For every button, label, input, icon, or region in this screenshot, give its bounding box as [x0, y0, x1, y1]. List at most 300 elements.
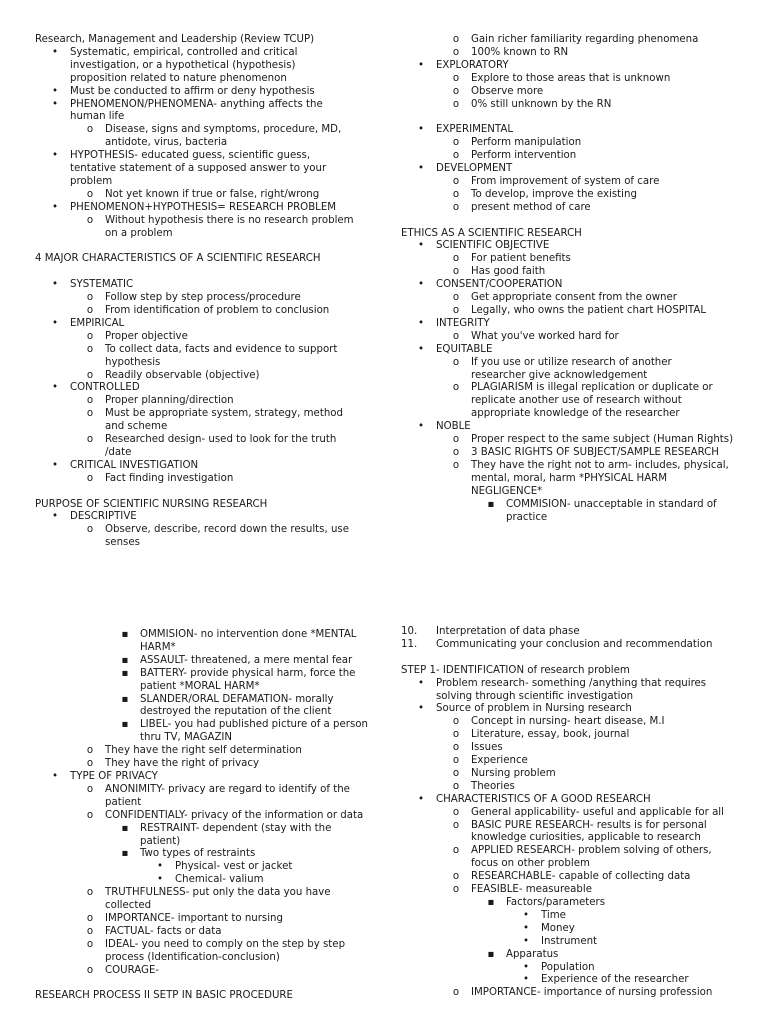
hollow-bullet-icon: o — [452, 729, 460, 741]
hollow-bullet-icon: o — [452, 742, 460, 754]
list-item — [35, 874, 375, 887]
bullet-icon: • — [417, 317, 424, 329]
list-item — [35, 434, 360, 460]
item-text: DESCRIPTIVE — [70, 511, 137, 523]
item-text: FACTUAL- facts or data — [105, 925, 222, 937]
item-text: What you've worked hard for — [471, 330, 619, 342]
hollow-bullet-icon: o — [86, 343, 94, 355]
list-number: 11. — [401, 638, 418, 650]
hollow-bullet-icon: o — [452, 434, 460, 446]
list-item — [401, 60, 741, 73]
hollow-bullet-icon: o — [86, 524, 94, 536]
list-item — [35, 305, 375, 318]
item-text: NOBLE — [436, 421, 471, 433]
item-text: To develop, improve the existing — [471, 188, 637, 200]
blank-line — [35, 977, 375, 990]
square-bullet-icon: ▪ — [121, 693, 129, 705]
item-text: CRITICAL INVESTIGATION — [70, 459, 199, 471]
item-text: BATTERY- provide physical harm, force the patient *MORAL HARM* — [140, 667, 356, 692]
bullet-icon: • — [51, 46, 58, 58]
item-text: Two types of restraints — [140, 848, 256, 860]
item-text: IMPORTANCE- importance of nursing profession — [471, 987, 713, 999]
section-heading — [35, 499, 375, 512]
bullet-icon: • — [522, 909, 529, 921]
hollow-bullet-icon: o — [452, 72, 460, 84]
item-text: EXPLORATORY — [436, 59, 509, 71]
list-item — [35, 758, 375, 771]
item-text: EXPERIMENTAL — [436, 124, 514, 136]
hollow-bullet-icon: o — [452, 330, 460, 342]
hollow-bullet-icon: o — [86, 395, 94, 407]
bullet-icon: • — [417, 59, 424, 71]
item-text: LIBEL- you had published picture of a person thru TV, MAGAZIN — [140, 719, 368, 744]
list-item — [35, 382, 375, 395]
item-text: Chemical- valium — [175, 874, 264, 886]
hollow-bullet-icon: o — [452, 188, 460, 200]
list-item — [401, 871, 741, 884]
list-item — [35, 318, 375, 331]
hollow-bullet-icon: o — [86, 305, 94, 316]
page1-left-column — [35, 34, 375, 550]
item-text: Communicating your conclusion and recommendation — [436, 638, 713, 650]
item-text: HYPOTHESIS- educated guess, scientific guess, tentative statement of a supposed answer to your problem — [70, 150, 327, 187]
item-text: To collect data, facts and evidence to support hypothesis — [105, 343, 338, 368]
hollow-bullet-icon: o — [452, 987, 460, 999]
page2-left-column — [35, 629, 375, 1003]
bullet-icon: • — [417, 793, 424, 805]
hollow-bullet-icon: o — [452, 34, 460, 45]
item-text: Experience of the researcher — [541, 974, 689, 986]
list-item — [401, 962, 741, 975]
item-text: Physical- vest or jacket — [175, 861, 293, 873]
list-item — [401, 189, 741, 202]
item-text: RESEARCHABLE- capable of collecting data — [471, 871, 691, 883]
item-text: Not yet known if true or false, right/wrong — [105, 188, 320, 200]
hollow-bullet-icon: o — [86, 408, 94, 420]
item-text: Experience — [471, 755, 528, 767]
list-item — [35, 810, 365, 823]
item-text: Explore to those areas that is unknown — [471, 72, 671, 84]
section-heading — [401, 228, 741, 241]
item-text: PLAGIARISM is illegal replication or duplicate or replicate another use of research without appropriate knowledge of the researcher — [471, 382, 713, 420]
square-bullet-icon: ▪ — [121, 667, 129, 679]
item-text: TYPE OF PRIVACY — [70, 770, 158, 782]
item-text: BASIC PURE RESEARCH- results is for personal knowledge curiosities, applicable to research — [471, 819, 707, 844]
bullet-icon: • — [51, 317, 58, 329]
square-bullet-icon: ▪ — [121, 629, 129, 640]
item-text: CONFIDENTIALY- privacy of the information or data — [105, 809, 364, 821]
list-item — [401, 305, 741, 318]
item-text: RESEARCH PROCESS II SETP IN BASIC PROCEDURE — [35, 990, 293, 1002]
item-text: Interpretation of data phase — [436, 626, 580, 637]
section-heading — [35, 253, 375, 266]
list-item — [401, 357, 711, 383]
hollow-bullet-icon: o — [452, 459, 460, 471]
list-item — [401, 447, 741, 460]
item-text: APPLIED RESEARCH- problem solving of others, focus on other problem — [471, 845, 712, 870]
item-text: Has good faith — [471, 266, 546, 278]
hollow-bullet-icon: o — [452, 780, 460, 792]
item-text: ETHICS AS A SCIENTIFIC RESEARCH — [401, 227, 582, 239]
item-text: Observe, describe, record down the results, use senses — [105, 524, 349, 549]
list-item — [401, 344, 741, 357]
hollow-bullet-icon: o — [452, 884, 460, 896]
list-item — [401, 434, 736, 447]
list-item — [35, 408, 360, 434]
bullet-icon: • — [417, 124, 424, 136]
item-text: COURAGE- — [105, 964, 160, 976]
list-item — [35, 202, 375, 215]
list-item — [35, 292, 375, 305]
item-text: PURPOSE OF SCIENTIFIC NURSING RESEARCH — [35, 498, 268, 510]
list-item — [401, 34, 741, 47]
bullet-icon: • — [156, 861, 163, 873]
item-text: Researched design- used to look for the truth /date — [105, 434, 337, 458]
list-item — [401, 318, 741, 331]
item-text: Get appropriate consent from the owner — [471, 292, 677, 304]
item-text: Legally, who owns the patient chart HOSPITAL — [471, 305, 707, 316]
item-text: Source of problem in Nursing research — [436, 703, 632, 715]
list-item — [401, 884, 741, 897]
blank-line — [35, 486, 375, 499]
square-bullet-icon: ▪ — [121, 822, 129, 834]
item-text: Apparatus — [506, 948, 559, 960]
list-item — [35, 655, 375, 668]
list-item — [35, 965, 375, 978]
list-item — [35, 823, 350, 849]
list-item — [35, 99, 350, 125]
hollow-bullet-icon: o — [452, 137, 460, 149]
bullet-icon: • — [51, 98, 58, 110]
hollow-bullet-icon: o — [452, 46, 460, 58]
list-item — [35, 668, 370, 694]
list-item — [401, 845, 736, 871]
list-item — [401, 910, 741, 923]
page1-right-column — [401, 34, 741, 524]
hollow-bullet-icon: o — [452, 305, 460, 316]
hollow-bullet-icon: o — [86, 434, 94, 446]
hollow-bullet-icon: o — [452, 871, 460, 883]
hollow-bullet-icon: o — [452, 819, 460, 831]
item-text: Factors/parameters — [506, 897, 606, 909]
list-item — [401, 820, 731, 846]
list-item — [401, 124, 741, 137]
item-text: From improvement of system of care — [471, 175, 660, 187]
hollow-bullet-icon: o — [86, 925, 94, 937]
item-text: EQUITABLE — [436, 343, 493, 355]
item-text: General applicability- useful and applicable for all — [471, 806, 724, 818]
list-item — [401, 626, 741, 639]
item-text: They have the right of privacy — [105, 758, 260, 770]
list-item — [401, 729, 741, 742]
item-text: Perform intervention — [471, 150, 577, 162]
item-text: RESTRAINT- dependent (stay with the patient) — [140, 822, 332, 847]
item-text: Population — [541, 961, 595, 973]
list-item — [35, 524, 365, 550]
list-item — [35, 370, 375, 383]
list-item — [35, 395, 375, 408]
item-text: They have the right not to arm- includes, physical, mental, moral, harm *PHYSICAL HARM NEGLIGENCE* — [471, 459, 729, 497]
hollow-bullet-icon: o — [86, 124, 94, 136]
list-item — [35, 460, 375, 473]
list-item — [401, 382, 736, 421]
list-item — [401, 292, 741, 305]
hollow-bullet-icon: o — [452, 98, 460, 110]
hollow-bullet-icon: o — [452, 806, 460, 818]
item-text: TRUTHFULNESS- put only the data you have collected — [105, 887, 331, 912]
bullet-icon: • — [417, 279, 424, 291]
list-item — [401, 137, 741, 150]
section-heading — [35, 34, 375, 47]
item-text: Research, Management and Leadership (Review TCUP) — [35, 34, 315, 45]
bullet-icon: • — [522, 935, 529, 947]
hollow-bullet-icon: o — [452, 201, 460, 213]
item-text: If you use or utilize research of another researcher give acknowledgement — [471, 356, 672, 381]
list-item — [401, 421, 741, 434]
item-text: Proper respect to the same subject (Human Rights) — [471, 434, 734, 446]
list-item — [401, 742, 741, 755]
item-text: Nursing problem — [471, 767, 556, 779]
bullet-icon: • — [51, 511, 58, 523]
item-text: Issues — [471, 742, 503, 754]
item-text: PHENOMENON/PHENOMENA- anything affects the human life — [70, 98, 323, 123]
item-text: CHARACTERISTICS OF A GOOD RESEARCH — [436, 793, 651, 805]
hollow-bullet-icon: o — [86, 887, 94, 899]
item-text: Must be appropriate system, strategy, method and scheme — [105, 408, 343, 433]
bullet-icon: • — [51, 459, 58, 471]
hollow-bullet-icon: o — [86, 214, 94, 226]
item-text: Theories — [471, 780, 515, 792]
item-text: 0% still unknown by the RN — [471, 98, 612, 110]
hollow-bullet-icon: o — [86, 783, 94, 795]
item-text: They have the right self determination — [105, 745, 302, 757]
blank-line — [401, 652, 741, 665]
hollow-bullet-icon: o — [86, 758, 94, 770]
item-text: IMPORTANCE- important to nursing — [105, 912, 283, 924]
list-item — [35, 473, 375, 486]
item-text: PHENOMENON+HYPOTHESIS= RESEARCH PROBLEM — [70, 201, 337, 213]
item-text: Concept in nursing- heart disease, M.I — [471, 716, 665, 728]
item-text: Follow step by step process/procedure — [105, 292, 301, 304]
list-item — [35, 745, 375, 758]
item-text: EMPIRICAL — [70, 317, 125, 329]
list-item — [401, 807, 731, 820]
list-item — [35, 719, 370, 745]
hollow-bullet-icon: o — [86, 369, 94, 381]
item-text: Must be conducted to affirm or deny hypothesis — [70, 85, 315, 97]
list-item — [401, 923, 741, 936]
hollow-bullet-icon: o — [452, 716, 460, 728]
list-item — [401, 460, 736, 499]
list-item — [401, 202, 741, 215]
list-item — [401, 331, 741, 344]
list-item — [35, 279, 375, 292]
list-item — [35, 771, 375, 784]
list-item — [35, 511, 375, 524]
list-item — [35, 189, 375, 202]
list-item — [401, 240, 741, 253]
list-item — [35, 215, 365, 241]
hollow-bullet-icon: o — [452, 382, 460, 394]
item-text: ASSAULT- threatened, a mere mental fear — [140, 654, 353, 666]
bullet-icon: • — [417, 343, 424, 355]
hollow-bullet-icon: o — [86, 188, 94, 200]
hollow-bullet-icon: o — [86, 330, 94, 342]
list-item — [35, 926, 375, 939]
bullet-icon: • — [417, 703, 424, 715]
list-item — [401, 99, 741, 112]
bullet-icon: • — [51, 770, 58, 782]
section-heading — [401, 665, 741, 678]
list-item — [401, 639, 741, 652]
square-bullet-icon: ▪ — [487, 948, 495, 960]
blank-line — [35, 241, 375, 254]
item-text: Without hypothesis there is no research problem on a problem — [105, 214, 354, 239]
item-text: 3 BASIC RIGHTS OF SUBJECT/SAMPLE RESEARCH — [471, 446, 719, 458]
bullet-icon: • — [522, 974, 529, 986]
list-item — [401, 499, 731, 525]
hollow-bullet-icon: o — [452, 266, 460, 278]
blank-line — [401, 215, 741, 228]
blank-line — [35, 266, 375, 279]
square-bullet-icon: ▪ — [121, 654, 129, 666]
list-item — [35, 344, 360, 370]
list-item — [401, 266, 741, 279]
item-text: SYSTEMATIC — [70, 279, 134, 291]
bullet-icon: • — [51, 382, 58, 394]
item-text: OMMISION- no intervention done *MENTAL HARM* — [140, 629, 357, 653]
list-item — [401, 897, 741, 910]
bullet-icon: • — [522, 961, 529, 973]
item-text: Observe more — [471, 85, 544, 97]
square-bullet-icon: ▪ — [487, 897, 495, 909]
list-item — [401, 794, 741, 807]
item-text: Systematic, empirical, controlled and critical investigation, or a hypothetical (hypothesis) proposition related to nature phenomenon — [70, 46, 298, 84]
hollow-bullet-icon: o — [86, 472, 94, 484]
item-text: Problem research- something /anything that requires solving through scientific investigation — [436, 677, 707, 702]
list-item — [401, 936, 741, 949]
list-item — [401, 279, 741, 292]
bullet-icon: • — [156, 874, 163, 886]
hollow-bullet-icon: o — [86, 745, 94, 757]
hollow-bullet-icon: o — [452, 292, 460, 304]
bullet-icon: • — [522, 922, 529, 934]
item-text: ANONIMITY- privacy are regard to identify of the patient — [105, 783, 350, 808]
item-text: From identification of problem to conclusion — [105, 305, 330, 316]
list-item — [401, 768, 741, 781]
item-text: SCIENTIFIC OBJECTIVE — [436, 240, 550, 252]
list-item — [35, 784, 370, 810]
hollow-bullet-icon: o — [452, 446, 460, 458]
list-item — [401, 150, 741, 163]
item-text: present method of care — [471, 201, 591, 213]
item-text: INTEGRITY — [436, 317, 490, 329]
item-text: Instrument — [541, 935, 598, 947]
item-text: 4 MAJOR CHARACTERISTICS OF A SCIENTIFIC RESEARCH — [35, 253, 321, 265]
list-item — [401, 703, 741, 716]
list-item — [401, 678, 736, 704]
bullet-icon: • — [417, 163, 424, 175]
list-item — [401, 47, 741, 60]
list-item — [401, 974, 741, 987]
hollow-bullet-icon: o — [86, 809, 94, 821]
hollow-bullet-icon: o — [86, 292, 94, 304]
item-text: CONTROLLED — [70, 382, 140, 394]
item-text: Time — [541, 909, 566, 921]
list-item — [35, 629, 370, 655]
list-item — [35, 913, 375, 926]
hollow-bullet-icon: o — [452, 845, 460, 857]
list-item — [35, 939, 365, 965]
bullet-icon: • — [51, 201, 58, 213]
list-item — [401, 781, 741, 794]
list-item — [35, 861, 375, 874]
item-text: DEVELOPMENT — [436, 163, 513, 175]
list-item — [401, 716, 741, 729]
square-bullet-icon: ▪ — [121, 719, 129, 731]
bullet-icon: • — [51, 150, 58, 162]
hollow-bullet-icon: o — [452, 767, 460, 779]
item-text: For patient benefits — [471, 253, 571, 265]
hollow-bullet-icon: o — [86, 912, 94, 924]
list-item — [35, 47, 330, 86]
list-item — [35, 331, 375, 344]
item-text: Perform manipulation — [471, 137, 582, 149]
item-text: Gain richer familiarity regarding phenomena — [471, 34, 699, 45]
hollow-bullet-icon: o — [452, 356, 460, 368]
page2-right-column — [401, 626, 741, 1000]
list-item — [401, 987, 741, 1000]
list-item — [401, 253, 741, 266]
list-item — [401, 755, 741, 768]
item-text: Proper objective — [105, 330, 188, 342]
item-text: SLANDER/ORAL DEFAMATION- morally destroyed the reputation of the client — [140, 693, 334, 718]
bullet-icon: • — [417, 421, 424, 433]
hollow-bullet-icon: o — [86, 964, 94, 976]
list-item — [401, 176, 741, 189]
item-text: Literature, essay, book, journal — [471, 729, 630, 741]
item-text: Money — [541, 922, 575, 934]
list-item — [35, 887, 360, 913]
hollow-bullet-icon: o — [452, 85, 460, 97]
hollow-bullet-icon: o — [452, 150, 460, 162]
list-item — [35, 86, 375, 99]
item-text: FEASIBLE- measureable — [471, 884, 592, 896]
list-item — [401, 949, 741, 962]
hollow-bullet-icon: o — [452, 755, 460, 767]
section-heading — [35, 990, 375, 1003]
blank-line — [401, 111, 741, 124]
list-item — [35, 694, 370, 720]
bullet-icon: • — [417, 240, 424, 252]
item-text: Fact finding investigation — [105, 472, 234, 484]
item-text: 100% known to RN — [471, 46, 569, 58]
item-text: CONSENT/COOPERATION — [436, 279, 563, 291]
square-bullet-icon: ▪ — [121, 848, 129, 860]
square-bullet-icon: ▪ — [487, 498, 495, 510]
list-item — [35, 150, 345, 189]
item-text: Readily observable (objective) — [105, 369, 260, 381]
item-text: COMMISION- unacceptable in standard of practice — [506, 498, 717, 523]
item-text: Proper planning/direction — [105, 395, 234, 407]
list-item — [401, 86, 741, 99]
bullet-icon: • — [51, 85, 58, 97]
list-number: 10. — [401, 626, 418, 637]
item-text: IDEAL- you need to comply on the step by step process (Identification-conclusion) — [105, 938, 346, 963]
item-text: STEP 1- IDENTIFICATION of research problem — [401, 664, 630, 676]
hollow-bullet-icon: o — [86, 938, 94, 950]
bullet-icon: • — [417, 677, 424, 689]
